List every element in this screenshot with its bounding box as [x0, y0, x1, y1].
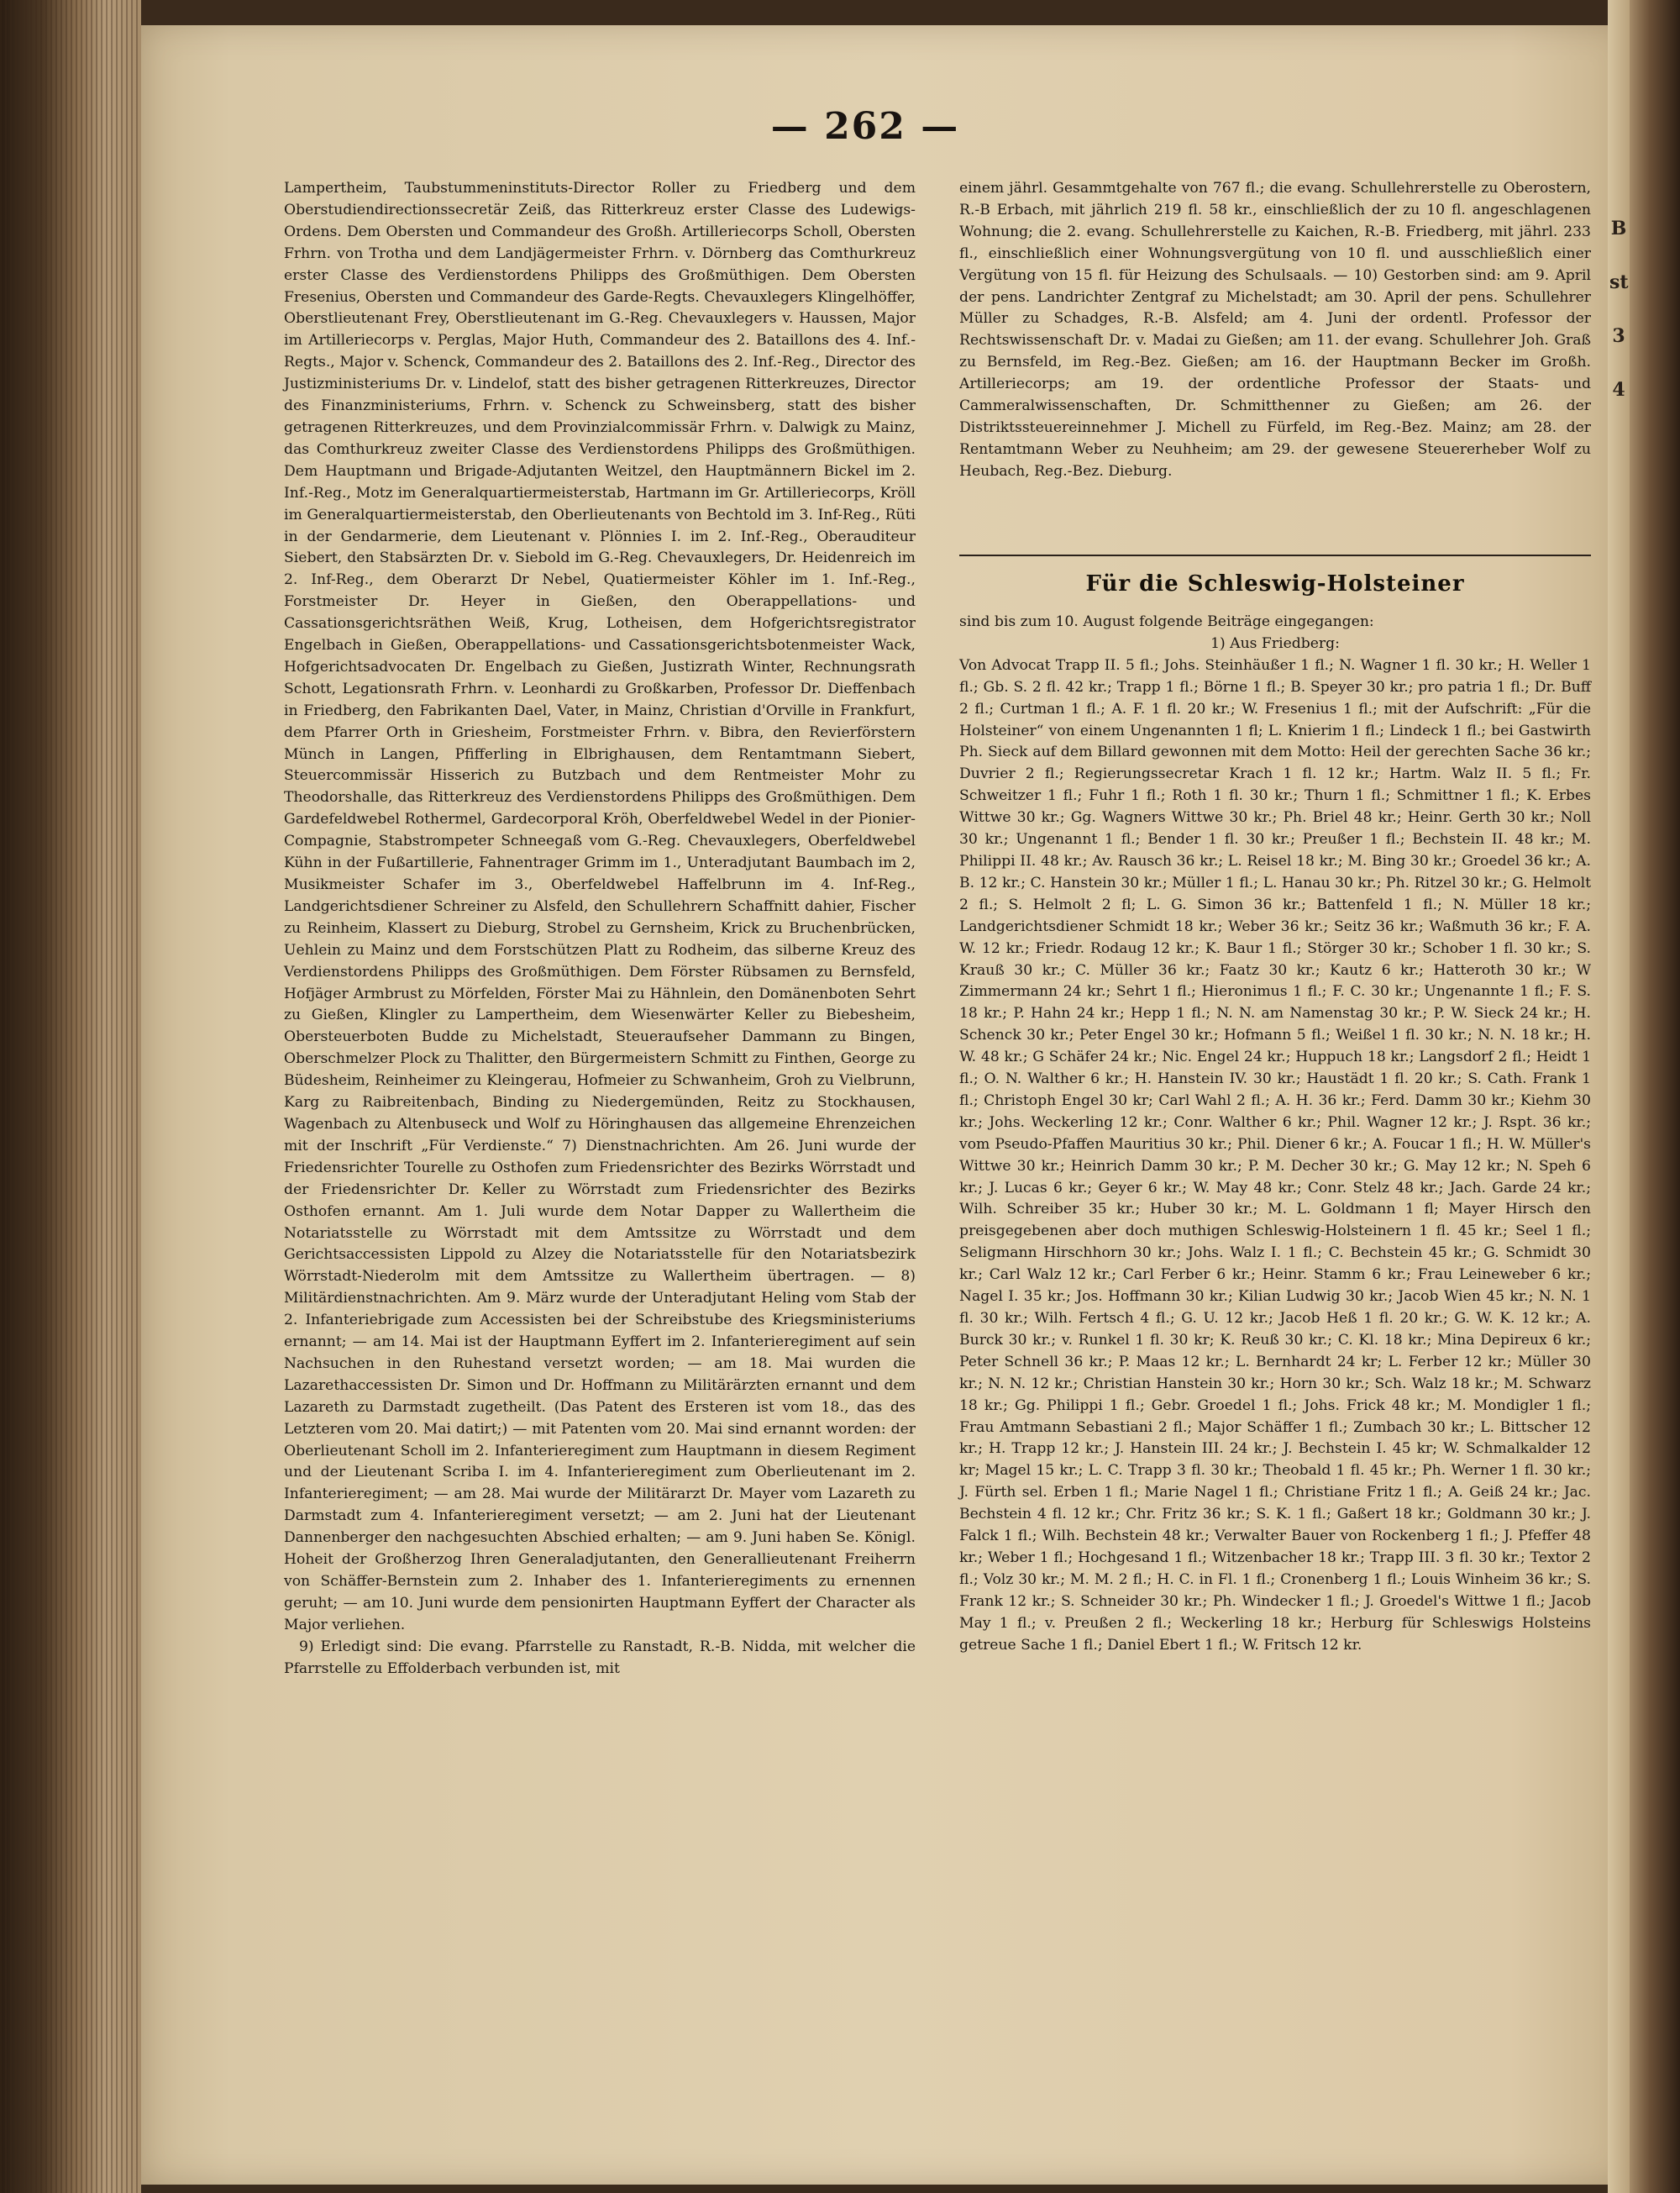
next-page-fragment: 4 — [1612, 379, 1625, 401]
next-page-fragment: st — [1609, 271, 1629, 293]
left-column — [284, 178, 916, 1680]
right-column-top — [959, 178, 1591, 483]
book-page-edges — [0, 0, 141, 2193]
section-divider — [959, 555, 1591, 556]
left-column-paragraph-1: Lampertheim, Taubstummeninstituts-Director Roller zu Friedberg und dem Oberstudiendirectionssecretär Zeiß, das Ritterkreuz erster Classe des Ludewigs-Ordens. Dem Obersten und Commandeur des Großh. Artilleriecorps Scholl, Obersten Frhrn. von Trotha und dem Landjägermeister Frhrn. v. Dörnberg das Comthurkreuz erster Classe des Verdienstordens Philipps des Großmüthigen. Dem Obersten Fresenius, Obersten und Commandeur des Garde-Regts. Chevauxlegers Klingelhöffer, Oberstlieutenant Frey, Oberstlieutenant im G.-Reg. Chevauxlegers v. Haussen, Major im Artilleriecorps v. Perglas, Major Huth, Commandeur des 2. Bataillons des 4. Inf.-Regts., Major v. Schenck, Commandeur des 2. Bataillons des 2. Inf.-Reg., Director des Justizministeriums Dr. v. Lindelof, statt des bisher getragenen Ritterkreuzes, Director des Finanzministeriums, Frhrn. v. Schenck zu Schweinsberg, statt des bisher getragenen Ritterkreuzes, und dem Provinzialcommissär Frhrn. v. Dalwigk zu Mainz, das Comthurkreuz zweiter Classe des Verdienstordens Philipps des Großmüthigen. Dem Hauptmann und Brigade-Adjutanten Weitzel, den Hauptmännern Bickel im 2. Inf.-Reg., Motz im Generalquartiermeisterstab, Hartmann im Gr. Artilleriecorps, Kröll im Generalquartiermeisterstab, den Oberlieutenants von Bechtold im 3. Inf-Reg., Rüti in der Gendarmerie, dem Lieutenant v. Plönnies I. im 2. Inf.-Reg., Oberauditeur Siebert, den Stabsärzten Dr. v. Siebold im G.-Reg. Chevauxlegers, Dr. Heidenreich im 2. Inf-Reg., dem Oberarzt Dr Nebel, Quatiermeister Köhler im 1. Inf.-Reg., Forstmeister Dr. Heyer in Gießen, den Oberappellations- und Cassationsgerichtsräthen Weiß, Krug, Lotheisen, dem Hofgerichtsregistrator Engelbach in Gießen, Oberappellations- und Cassationsgerichtsbotenmeister Wack, Hofgerichtsadvocaten Dr. Engelbach zu Gießen, Justizrath Winter, Rechnungsrath Schott, Legationsrath Frhrn. v. Leonhardi zu Großkarben, Professor Dr. Dieffenbach in Friedberg, den Fabrikanten Dael, Vater, in Mainz, Christian d'Orville in Frankfurt, dem Pfarrer Orth in Griesheim, Forstmeister Frhrn. v. Bibra, den Revierförstern Münch in Langen, Pfifferling in Elbrighausen, dem Rentamtmann Siebert, Steuercommissär Hisserich zu Butzbach und dem Rentmeister Mohr zu Theodorshalle, das Ritterkreuz des Verdienstordens Philipps des Großmüthigen. Dem Gardefeldwebel Rothermel, Gardecorporal Kröh, Oberfeldwebel Wedel in der Pionier-Compagnie, Stabstrompeter Schneegaß vom G.-Reg. Chevauxlegers, Oberfeldwebel Kühn in der Fußartillerie, Fahnentrager Grimm im 1., Unteradjutant Baumbach im 2, Musikmeister Schafer im 3., Oberfeldwebel Haffelbrunn im 4. Inf-Reg., Landgerichtsdiener Schreiner zu Alsfeld, den Schullehrern Schaffnitt dahier, Fischer zu Reinheim, Klassert zu Dieburg, Strobel zu Gernsheim, Krick zu Bruchenbrücken, Uehlein zu Mainz und dem Forstschützen Platt zu Rodheim, das silberne Kreuz des Verdienstordens Philipps des Großmüthigen. Dem Förster Rübsamen zu Bernsfeld, Hofjäger Armbrust zu Mörfelden, Förster Mai zu Hähnlein, den Domänenboten Sehrt zu Gießen, Klingler zu Lampertheim, dem Wiesenwärter Keller zu Biebesheim, Obersteuerboten Budde zu Michelstadt, Steueraufseher Dammann zu Bingen, Oberschmelzer Plock zu Thalitter, den Bürgermeistern Schmitt zu Finthen, George zu Büdesheim, Reinheimer zu Kleingerau, Hofmeier zu Schwanheim, Groh zu Vielbrunn, Karg zu Raibreitenbach, Binding zu Niedergemünden, Reitz zu Stockhausen, Wagenbach zu Altenbuseck und Wolf zu Höringhausen das allgemeine Ehrenzeichen mit der Inschrift „Für Verdienste.“ 7) Dienstnachrichten. Am 26. Juni wurde der Friedensrichter Tourelle zu Osthofen zum Friedensrichter des Bezirks Wörrstadt und der Friedensrichter Dr. Keller zu Wörrstadt zum Friedensrichter des Bezirks Osthofen ernannt. Am 1. Juli wurde dem Notar Dapper zu Wallertheim die Notariatsstelle zu Wörrstadt mit dem Amtssitze zu Wörrstadt und dem Gerichtsaccessisten Lippold zu Alzey die Notariatsstelle für den Notariatsbezirk Wörrstadt-Niederolm mit dem Amtssitze zu Wallertheim übertragen. — 8) Militärdienstnachrichten. Am 9. März wurde der Unteradjutant Heling vom Stab der 2. Infanteriebrigade zum Accessisten bei der Schreibstube des Kriegsministeriums ernannt; — am 14. Mai ist der Hauptmann Eyffert im 2. Infanterieregiment auf sein Nachsuchen in den Ruhestand versetzt worden; — am 18. Mai wurden die Lazarethaccessisten Dr. Simon und Dr. Hoffmann zu Militärärzten ernannt und dem Lazareth zu Darmstadt zugetheilt. (Das Patent des Ersteren ist vom 18., das des Letzteren vom 20. Mai datirt;) — mit Patenten vom 20. Mai sind ernannt worden: der Oberlieutenant Scholl im 2. Infanterieregiment zum Hauptmann in diesem Regiment und der Lieutenant Scriba I. im 4. Infanterieregiment zum Oberlieutenant im 2. Infanterieregiment; — am 28. Mai wurde der Militärarzt Dr. Mayer vom Lazareth zu Darmstadt zum 4. Infanterieregiment versetzt; — am 2. Juni hat der Lieutenant Dannenberger den nachgesuchten Abschied erhalten; — am 9. Juni haben Se. Königl. Hoheit der Großherzog Ihren Generaladjutanten, den Generallieutenant Freiherrn von Schäffer-Bernstein zum 2. Inhaber des 1. Infanterieregiments zu ernennen geruht; — am 10. Juni wurde dem pensionirten Hauptmann Eyffert der Character als Major verliehen. — [284, 180, 916, 1633]
section-title: Für die Schleswig-Holsteiner — [1085, 571, 1465, 597]
page-number: — 262 — — [770, 105, 960, 148]
section-subheading: 1) Aus Friedberg: — [1210, 634, 1340, 652]
contributions-section — [959, 612, 1591, 1657]
contributions-list: Von Advocat Trapp II. 5 fl.; Johs. Steinhäußer 1 fl.; N. Wagner 1 fl. 30 kr.; H. Weller 1 fl.; Gb. S. 2 fl. 42 kr.; Trapp 1 fl.; Börne 1 fl.; B. Speyer 30 kr.; pro patria 1 fl.; Dr. Buff 2 fl.; Curtman 1 fl.; A. F. 1 fl. 20 kr.; W. Fresenius 1 fl.; mit der Aufschrift: „Für die Holsteiner“ von einem Ungenannten 1 fl; L. Knierim 1 fl.; Lindeck 1 fl.; bei Gastwirth Ph. Sieck auf dem Billard gewonnen mit dem Motto: Heil der gerechten Sache 36 kr.; Duvrier 2 fl.; Regierungssecretar Krach 1 fl. 12 kr.; Hartm. Walz II. 5 fl.; Fr. Schweitzer 1 fl.; Fuhr 1 fl.; Roth 1 fl. 30 kr.; Thurn 1 fl.; Schmittner 1 fl.; K. Erbes Wittwe 30 kr.; Gg. Wagners Wittwe 30 kr.; Ph. Briel 48 kr.; Heinr. Gerth 30 kr.; Noll 30 kr.; Ungenannt 1 fl.; Bender 1 fl. 30 kr.; Preußer 1 fl.; Bechstein II. 48 kr.; M. Philippi II. 48 kr.; Av. Rausch 36 kr.; L. Reisel 18 kr.; M. Bing 30 kr.; Groedel 36 kr.; A. B. 12 kr.; C. Hanstein 30 kr.; Müller 1 fl.; L. Hanau 30 kr.; Ph. Ritzel 30 kr.; G. Helmolt 2 fl.; S. Helmolt 2 fl; L. G. Simon 36 kr.; Battenfeld 1 fl.; N. Müller 18 kr.; Landgerichtsdiener Schmidt 18 kr.; Weber 36 kr.; Seitz 36 kr.; Waßmuth 36 kr.; F. A. W. 12 kr.; Friedr. Rodaug 12 kr.; K. Baur 1 fl.; Störger 30 kr.; Schober 1 fl. 30 kr.; S. Krauß 30 kr.; C. Müller 36 kr.; Faatz 30 kr.; Kautz 6 kr.; Hatteroth 30 kr.; W Zimmermann 24 kr.; Sehrt 1 fl.; Hieronimus 1 fl.; F. C. 30 kr.; Ungenannte 1 fl.; F. S. 18 kr.; P. Hahn 24 kr.; Hepp 1 fl.; N. N. am Namenstag 30 kr.; P. W. Sieck 24 kr.; H. Schenck 30 kr.; Peter Engel 30 kr.; Hofmann 5 fl.; Weißel 1 fl. 30 kr.; N. N. 18 kr.; H. W. 48 kr.; G Schäfer 24 kr.; Nic. Engel 24 kr.; Huppuch 18 kr.; Langsdorf 2 fl.; Heidt 1 fl.; O. N. Walther 6 kr.; H. Hanstein IV. 30 kr.; Haustädt 1 fl. 20 kr.; S. Cath. Frank 1 fl.; Christoph Engel 30 kr; Carl Wahl 2 fl.; A. H. 36 kr.; Ferd. Damm 30 kr.; Kiehm 30 kr.; Johs. Weckerling 12 kr.; Conr. Walther 6 kr.; Phil. Wagner 12 kr.; J. Rspt. 36 kr.; vom Pseudo-Pfaffen Mauritius 30 kr.; Phil. Diener 6 kr.; A. Foucar 1 fl.; H. W. Müller's Wittwe 30 kr.; Heinrich Damm 30 kr.; P. M. Decher 30 kr.; G. May 12 kr.; N. Speh 6 kr.; J. Lucas 6 kr.; Geyer 6 kr.; W. May 48 kr.; Conr. Stelz 48 kr.; Jach. Garde 24 kr.; Wilh. Schreiber 35 kr.; Huber 30 kr.; M. L. Goldmann 1 fl; Mayer Hirsch den preisgegebenen aber doch muthigen Schleswig-Holsteinern 1 fl. 45 kr.; Seel 1 fl.; Seligmann Hirschhorn 30 kr.; Johs. Walz I. 1 fl.; C. Bechstein 45 kr.; G. Schmidt 30 kr.; Carl Walz 12 kr.; Carl Ferber 6 kr.; Heinr. Stamm 6 kr.; Frau Leineweber 6 kr.; Nagel I. 35 kr.; Jos. Hoffmann 30 kr.; Kilian Ludwig 30 kr.; Jacob Wien 45 kr.; N. N. 1 fl. 30 kr.; Wilh. Fertsch 4 fl.; G. U. 12 kr.; Jacob Heß 1 fl. 20 kr.; G. W. K. 12 kr.; A. Burck 30 kr.; v. Runkel 1 fl. 30 kr; K. Reuß 30 kr.; C. Kl. 18 kr.; Mina Depireux 6 kr.; Peter Schnell 36 kr.; P. Maas 12 kr.; L. Bernhardt 24 kr; L. Ferber 12 kr.; Müller 30 kr.; N. N. 12 kr.; Christian Hanstein 30 kr.; Horn 30 kr.; Sch. Walz 18 kr.; M. Schwarz 18 kr.; Gg. Philippi 1 fl.; Gebr. Groedel 1 fl.; Johs. Frick 48 kr.; M. Mondigler 1 fl.; Frau Amtmann Sebastiani 2 fl.; Major Schäffer 1 fl.; Zumbach 30 kr.; L. Bittscher 12 kr.; H. Trapp 12 kr.; J. Hanstein III. 24 kr.; J. Bechstein I. 45 kr; W. Schmalkalder 12 kr; Magel 15 kr.; L. C. Trapp 3 fl. 30 kr.; Theobald 1 fl. 45 kr.; Ph. Werner 1 fl. 30 kr.; J. Fürth sel. Erben 1 fl.; Marie Nagel 1 fl.; Christiane Fritz 1 fl.; A. Geiß 24 kr.; Jac. Bechstein 4 fl. 12 kr.; Chr. Fritz 36 kr.; S. K. 1 fl.; Gaßert 18 kr.; Goldmann 30 kr.; J. Falck 1 fl.; Wilh. Bechstein 48 kr.; Verwalter Bauer von Rockenberg 1 fl.; J. Pfeffer 48 kr.; Weber 1 fl.; Hochgesand 1 fl.; Witzenbacher 18 kr.; Trapp III. 3 fl. 30 kr.; Textor 2 fl.; Volz 30 kr.; M. M. 2 fl.; H. C. in Fl. 1 fl.; Cronenberg 1 fl.; Louis Winheim 36 kr.; S. Frank 12 kr.; S. Schneider 30 kr.; Ph. Windecker 1 fl.; J. Groedel's Wittwe 1 fl.; Jacob May 1 fl.; v. Preußen 2 fl.; Weckerling 18 kr.; Herburg für Schleswigs Holsteins getreue Sache 1 fl.; Daniel Ebert 1 fl.; W. Fritsch 12 kr. — [959, 656, 1591, 1654]
left-column-paragraph-2: 9) Erledigt sind: Die evang. Pfarrstelle zu Ranstadt, R.-B. Nidda, mit welcher die Pfarrstelle zu Effolderbach verbunden ist, mit — [284, 1638, 916, 1677]
next-page-fragment: 3 — [1612, 325, 1625, 347]
next-page-fragments — [1609, 202, 1628, 417]
right-column-paragraph: einem jährl. Gesammtgehalte von 767 fl.; die evang. Schullehrerstelle zu Oberostern, R.-B Erbach, mit jährlich 219 fl. 58 kr., einschließlich der zu 10 fl. angeschlagenen Wohnung; die 2. evang. Schullehrerstelle zu Kaichen, R.-B. Friedberg, mit jährl. 233 fl., einschließlich einer Wohnungsvergütung von 10 fl. und ausschließlich einer Vergütung von 15 fl. für Heizung des Schulsaals. — 10) Gestorben sind: am 9. April der pens. Landrichter Zentgraf zu Michelstadt; am 30. April der pens. Schullehrer Müller zu Schadges, R.-B. Alsfeld; am 4. Juni der ordentl. Professor der Rechtswissenschaft Dr. v. Madai zu Gießen; am 11. der evang. Schullehrer Joh. Graß zu Bernsfeld, im Reg.-Bez. Gießen; am 16. der Hauptmann Becker im Großh. Artilleriecorps; am 19. der ordentliche Professor der Staats- und Cammeralwissenschaften, Dr. Schmitthenner zu Gießen; am 26. der Distriktssteuereinnehmer J. Michell zu Fürfeld, im Reg.-Bez. Mainz; am 28. der Rentamtmann Weber zu Neuhheim; am 29. der gewesene Steuererheber Wolf zu Heubach, Reg.-Bez. Dieburg. — [959, 180, 1591, 480]
next-page-fragment: B — [1610, 218, 1627, 239]
section-intro: sind bis zum 10. August folgende Beiträge eingegangen: — [959, 613, 1374, 630]
book-binding-edge — [1630, 0, 1680, 2193]
